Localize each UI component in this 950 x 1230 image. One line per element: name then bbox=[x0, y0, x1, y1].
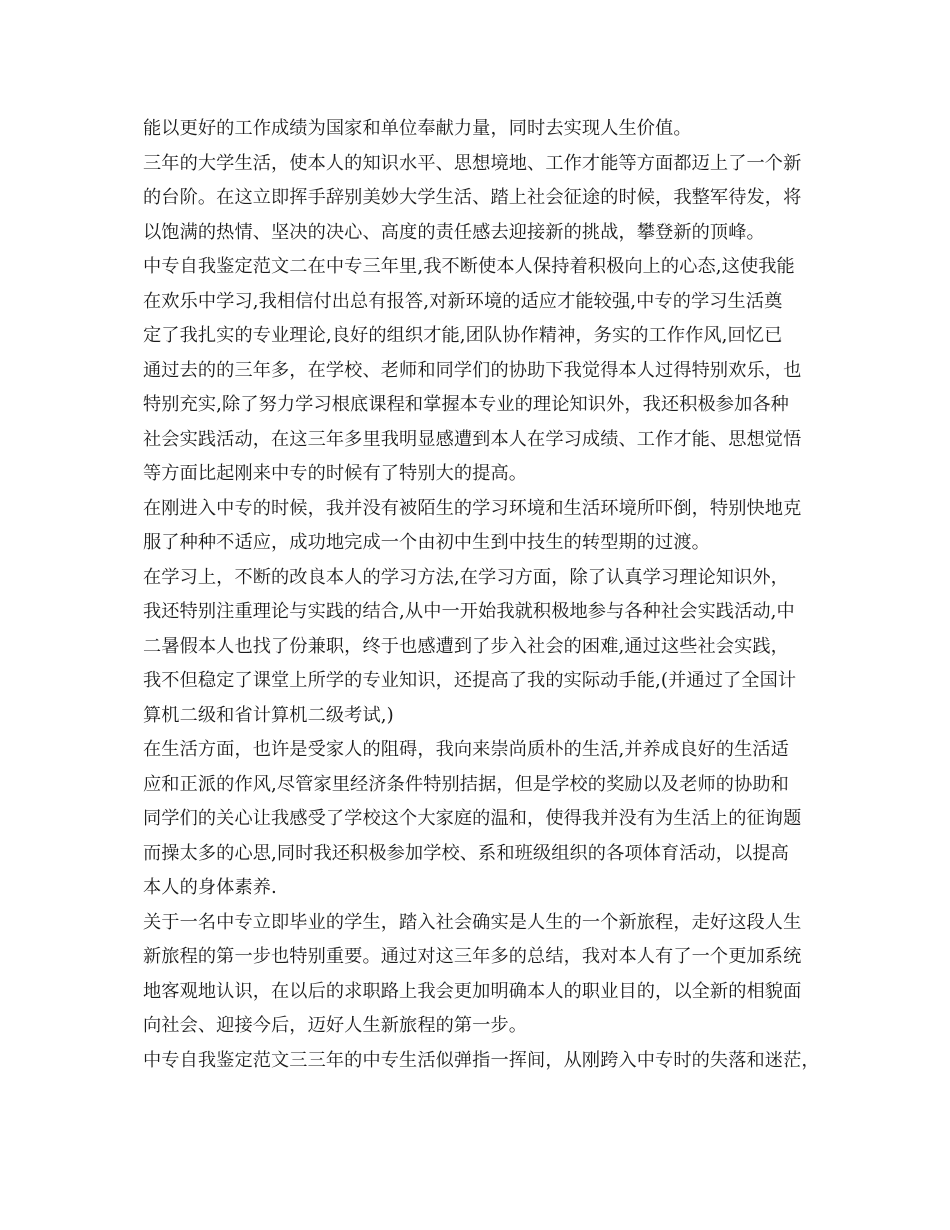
text-line: 的台阶。在这立即挥手辞别美妙大学生活、踏上社会征途的时候，我整军待发，将 bbox=[143, 187, 802, 208]
text-line: 同学们的关心让我感受了学校这个大家庭的温和，使得我并没有为生活上的征询题 bbox=[143, 808, 802, 829]
text-line: 地客观地认识，在以后的求职路上我会更加明确本人的职业目的，以全新的相貌面 bbox=[143, 980, 802, 1002]
text-line: 特别充实,除了努力学习根底课程和掌握本专业的理论知识外，我还积极参加各种 bbox=[143, 394, 789, 415]
text-line: 在欢乐中学习,我相信付出总有报答,对新环境的适应才能较强,中专的学习生活奠 bbox=[143, 290, 783, 312]
text-line: 向社会、迎接今后，迈好人生新旅程的第一步。 bbox=[143, 1015, 528, 1036]
text-line: 中专自我鉴定范文二在中专三年里,我不断使本人保持着积极向上的心态,这使我能 bbox=[143, 256, 795, 277]
text-line: 三年的大学生活，使本人的知识水平、思想境地、工作才能等方面都迈上了一个新 bbox=[143, 152, 802, 174]
text-line: 社会实践活动，在这三年多里我明显感遭到本人在学习成绩、工作才能、思想觉悟 bbox=[143, 428, 802, 450]
text-line: 而操太多的心思,同时我还积极参加学校、系和班级组织的各项体育活动，以提高 bbox=[143, 842, 789, 864]
text-line: 在学习上，不断的改良本人的学习方法,在学习方面，除了认真学习理论知识外， bbox=[143, 566, 789, 588]
text-line: 我不但稳定了课堂上所学的专业知识，还提高了我的实际动手能,(并通过了全国计 bbox=[143, 670, 797, 691]
text-line: 在生活方面，也许是受家人的阻碍，我向来崇尚质朴的生活,并养成良好的生活适 bbox=[143, 739, 789, 760]
text-line: 通过去的的三年多，在学校、老师和同学们的协助下我觉得本人过得特别欢乐，也 bbox=[143, 359, 802, 381]
text-line: 算机二级和省计算机二级考试,) bbox=[143, 704, 394, 726]
text-line: 本人的身体素养. bbox=[143, 877, 277, 898]
text-line: 在刚进入中专的时候，我并没有被陌生的学习环境和生活环境所吓倒，特别快地克 bbox=[143, 497, 802, 519]
text-line: 中专自我鉴定范文三三年的中专生活似弹指一挥间，从刚跨入中专时的失落和迷茫， bbox=[143, 1049, 820, 1071]
text-line: 定了我扎实的专业理论,良好的组织才能,团队协作精神，务实的工作作风,回忆已 bbox=[143, 325, 783, 346]
text-line: 服了种种不适应，成功地完成一个由初中生到中技生的转型期的过渡。 bbox=[143, 532, 710, 553]
text-line: 新旅程的第一步也特别重要。通过对这三年多的总结，我对本人有了一个更加系统 bbox=[143, 946, 802, 967]
text-line: 我还特别注重理论与实践的结合,从中一开始我就积极地参与各种社会实践活动,中 bbox=[143, 601, 795, 622]
document-body bbox=[143, 112, 833, 1078]
text-line: 以饱满的热情、坚决的决心、高度的责任感去迎接新的挑战，攀登新的顶峰。 bbox=[143, 221, 765, 243]
text-line: 应和正派的作风,尽管家里经济条件特别拮据，但是学校的奖励以及老师的协助和 bbox=[143, 773, 789, 795]
text-line: 能以更好的工作成绩为国家和单位奉献力量，同时去实现人生价值。 bbox=[143, 118, 692, 139]
text-line: 关于一名中专立即毕业的学生，踏入社会确实是人生的一个新旅程，走好这段人生 bbox=[143, 911, 802, 933]
text-line: 等方面比起刚来中专的时候有了特别大的提高。 bbox=[143, 463, 528, 484]
text-line: 二暑假本人也找了份兼职，终于也感遭到了步入社会的困难,通过这些社会实践， bbox=[143, 635, 789, 657]
